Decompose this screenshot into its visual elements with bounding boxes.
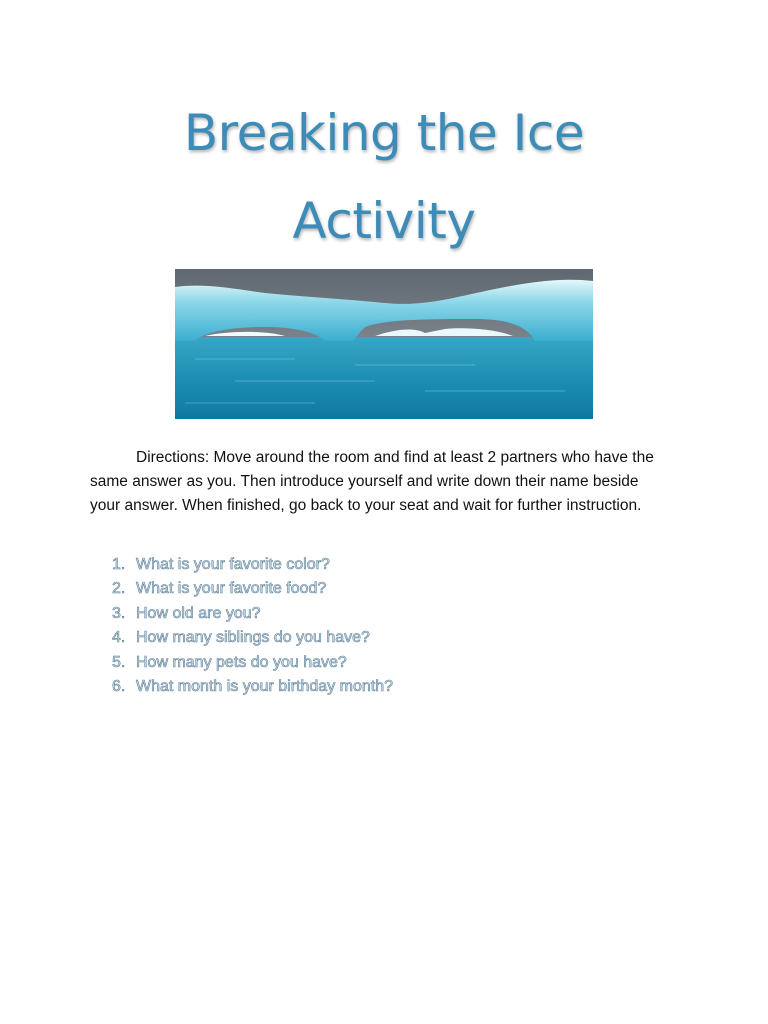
list-item xyxy=(112,626,393,650)
list-item xyxy=(112,675,393,699)
page-title-line-2: Activity xyxy=(292,192,476,250)
list-number: 4. xyxy=(112,629,126,647)
question-text: What is your favorite color? xyxy=(136,556,330,573)
list-number: 3. xyxy=(112,604,126,622)
question-text: What month is your birthday month? xyxy=(136,677,394,695)
list-item xyxy=(112,553,393,577)
directions-text: Directions: Move around the room and find at least 2 partners who have the same answer as you. Then introduce yourself and write down their name beside your answer. When finished, go back to your seat and wait for further instruction. xyxy=(90,449,654,515)
question-text: How many siblings do you have? xyxy=(136,629,370,647)
list-number: 1. xyxy=(112,556,126,573)
iceberg-image xyxy=(175,269,593,419)
questions-list xyxy=(112,553,393,699)
list-number: 6. xyxy=(112,677,126,695)
question-text: How many pets do you have? xyxy=(136,653,347,671)
list-number: 5. xyxy=(112,653,126,671)
page-title-line-1: Breaking the Ice xyxy=(183,104,585,162)
list-item xyxy=(112,577,393,601)
directions-paragraph xyxy=(90,446,670,519)
list-item xyxy=(112,651,393,675)
list-item xyxy=(112,602,393,626)
list-number: 2. xyxy=(112,580,126,598)
question-text: What is your favorite food? xyxy=(136,580,327,598)
question-text: How old are you? xyxy=(136,604,261,622)
